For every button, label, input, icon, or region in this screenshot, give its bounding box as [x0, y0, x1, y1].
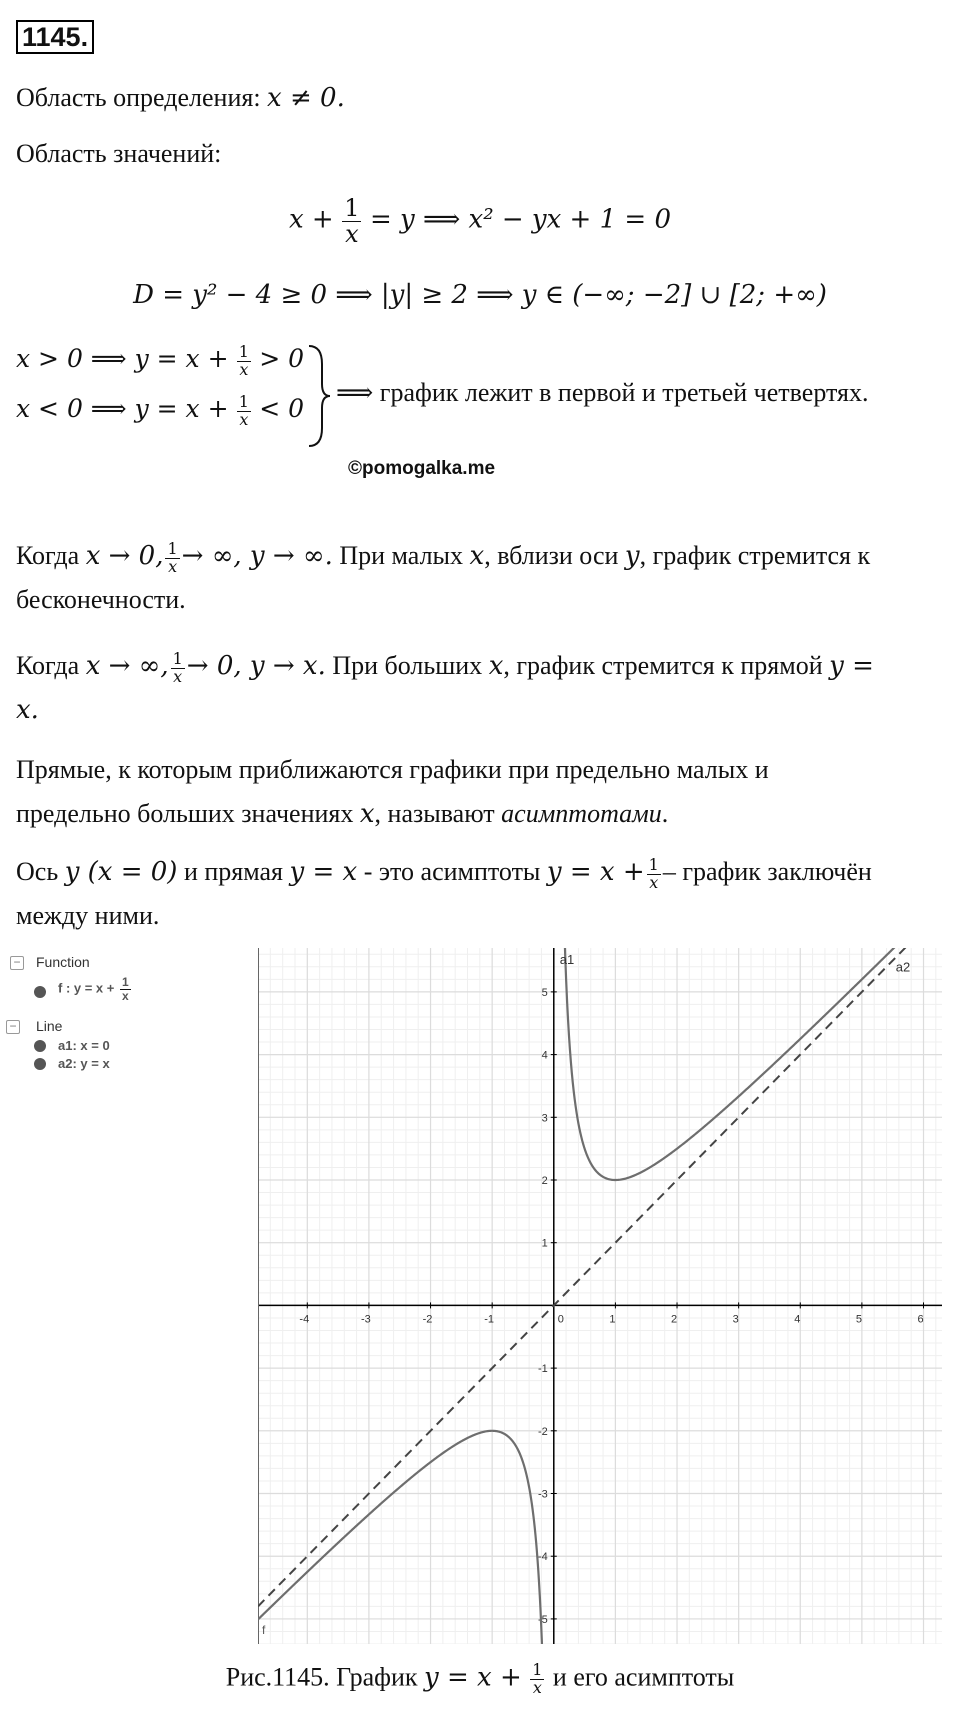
para2-e: x: [488, 651, 504, 681]
para1-h: , график стремится к: [639, 541, 871, 570]
row2-left: x < 0 ⟹ y = x +: [16, 394, 229, 424]
para2-a: Когда: [16, 651, 80, 680]
y-tick-label: -4: [538, 1551, 548, 1564]
para2-den: x: [173, 666, 183, 686]
collapse-line-icon[interactable]: −: [6, 1020, 20, 1034]
function-f-item[interactable]: [58, 976, 133, 1002]
x-tick-label: 3: [732, 1313, 739, 1326]
eq1-den: x: [345, 220, 359, 249]
graph-view[interactable]: [258, 948, 942, 1644]
row1-num: 1: [238, 342, 249, 361]
caption-den: x: [532, 1677, 542, 1697]
line-header: Line: [36, 1018, 63, 1034]
y-tick-label: -2: [538, 1425, 548, 1438]
para1-g: y: [624, 541, 640, 571]
series-label-a2: a2: [895, 959, 911, 975]
x-tick-label: 4: [794, 1313, 801, 1326]
x-tick-label: 6: [917, 1313, 924, 1326]
equation-1: [0, 196, 960, 247]
row1-left: x > 0 ⟹ y = x +: [16, 344, 229, 374]
line-a2-item[interactable]: a2: y = x: [58, 1056, 110, 1071]
caption-num: 1: [532, 1660, 543, 1679]
para1-a: Когда: [16, 541, 80, 570]
system-row-2: [16, 394, 304, 429]
y-tick-label: 2: [541, 1175, 548, 1187]
graph-background: [258, 948, 942, 1644]
y-tick-label: -3: [538, 1488, 548, 1501]
domain-line: [16, 76, 936, 120]
collapse-function-icon[interactable]: −: [10, 956, 24, 970]
para4-num: 1: [648, 854, 659, 874]
row1-fraction: [237, 344, 251, 379]
para1-f: , вблизи оси: [484, 541, 619, 570]
watermark: ©pomogalka.me: [348, 458, 496, 479]
para4-a: Ось: [16, 857, 59, 886]
system-row-1: [16, 344, 304, 379]
para4-g: – график заключён: [662, 857, 872, 886]
para4-f: y = x +: [546, 857, 645, 887]
para3-asymptotes-term: асимптотами: [501, 799, 662, 828]
para2-num: 1: [172, 648, 183, 668]
system-brace: [306, 344, 332, 448]
function-header: Function: [36, 954, 90, 970]
para2-b: x → ∞,: [85, 651, 169, 681]
a2-visibility-dot-icon[interactable]: [34, 1058, 46, 1070]
x-tick-label: -4: [299, 1313, 310, 1326]
para4-d: y = x: [289, 857, 358, 887]
para4-line2: между ними.: [16, 901, 160, 930]
y-tick-label: -5: [538, 1613, 548, 1626]
para1-e: x: [469, 541, 485, 571]
row2-right: < 0: [259, 394, 305, 424]
para3-line1: Прямые, к которым приближаются графики при предельно малых и: [16, 755, 769, 784]
f-visibility-dot-icon[interactable]: [34, 986, 46, 998]
eq1-x: x +: [288, 204, 334, 235]
x-tick-label: 1: [609, 1313, 616, 1326]
row1-den: x: [239, 359, 249, 379]
paragraph-4: [16, 850, 936, 938]
x-tick-label: -2: [422, 1313, 433, 1326]
equation-2: D = y² − 4 ≥ 0 ⟹ |y| ≥ 2 ⟹ y ∈ (−∞; −2] ∪ [2; +∞): [133, 280, 827, 310]
para2-g: y =: [829, 651, 874, 681]
para2-line2: x.: [16, 695, 39, 725]
para4-e: - это асимптоты: [363, 857, 541, 886]
f-label: f : y = x +: [58, 980, 115, 996]
y-tick-label: -1: [538, 1363, 548, 1376]
x-tick-label: -1: [484, 1313, 495, 1326]
caption-c: и его асимптоты: [552, 1662, 735, 1692]
para2-fraction: [171, 648, 185, 686]
paragraph-2: [16, 644, 936, 732]
para4-fraction: [647, 854, 661, 892]
domain-label: Область определения:: [16, 83, 261, 112]
x-tick-label: 5: [855, 1313, 862, 1326]
para2-d: При больших: [332, 651, 483, 680]
para4-b: y (x = 0): [64, 857, 178, 887]
row2-fraction: [237, 394, 251, 429]
para1-b: x → 0,: [85, 541, 164, 571]
para1-c: → ∞, y → ∞.: [181, 541, 333, 571]
para4-c: и прямая: [183, 857, 284, 886]
line-a1-item[interactable]: a1: x = 0: [58, 1038, 110, 1053]
paragraph-3: [16, 748, 936, 836]
eq1-rest: = y ⟹ x² − yx + 1 = 0: [369, 204, 671, 235]
para1-den: x: [168, 556, 178, 576]
eq1-fraction: [342, 196, 361, 247]
x-tick-label: -3: [361, 1313, 371, 1326]
caption-fraction: [530, 1662, 544, 1697]
row2-num: 1: [238, 392, 249, 411]
x-tick-label: 0: [557, 1313, 564, 1326]
eq1-num: 1: [344, 194, 360, 222]
algebra-sidebar: [6, 952, 256, 1652]
series-label-a1: a1: [559, 952, 575, 967]
para1-fraction: [165, 538, 179, 576]
caption-b: y = x +: [424, 1662, 522, 1693]
range-label: Область значений:: [16, 139, 222, 168]
problem-number: 1145.: [16, 20, 94, 54]
f-num: 1: [122, 975, 129, 989]
para1-d: При малых: [339, 541, 464, 570]
row1-right: > 0: [259, 344, 305, 374]
para1-num: 1: [167, 538, 178, 558]
series-label-f: f: [262, 1623, 266, 1637]
y-tick-label: 3: [541, 1112, 548, 1125]
para3-line2b: x: [359, 799, 375, 829]
para1-line2: бесконечности.: [16, 585, 186, 614]
y-tick-label: 1: [541, 1237, 548, 1250]
caption-a: Рис.1145. График: [225, 1662, 418, 1692]
paragraph-1: [16, 534, 936, 622]
figure-caption: [0, 1662, 960, 1697]
domain-expr: x ≠ 0.: [267, 83, 345, 113]
row2-den: x: [239, 409, 249, 429]
para2-f: , график стремится к прямой: [503, 651, 823, 680]
para2-c: → 0, y → x.: [186, 651, 326, 681]
para3-line2e: .: [661, 799, 669, 828]
a1-visibility-dot-icon[interactable]: [34, 1040, 46, 1052]
y-tick-label: 5: [541, 986, 548, 999]
f-den: x: [122, 988, 129, 1003]
system-conclusion: ⟹ график лежит в первой и третьей четвертях.: [336, 378, 869, 407]
f-fraction: [120, 976, 131, 1002]
para3-line2c: , называют: [374, 799, 495, 828]
x-tick-label: 2: [670, 1313, 678, 1326]
para4-den: x: [649, 872, 659, 892]
para3-line2a: предельно больших значениях: [16, 799, 354, 828]
y-tick-label: 4: [541, 1049, 548, 1062]
